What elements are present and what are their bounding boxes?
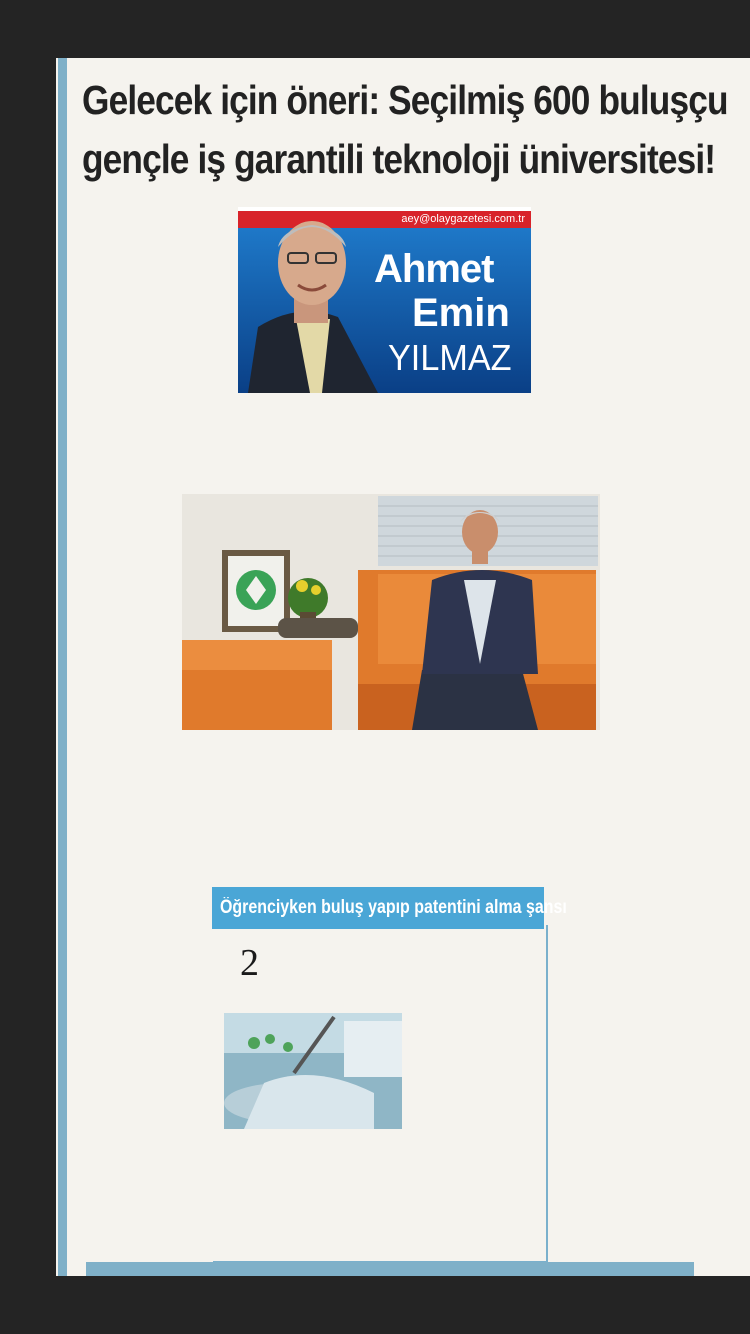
columnist-photo [238, 207, 388, 393]
status-bar [0, 0, 750, 58]
columnist-email: aey@olaygazetesi.com.tr [401, 213, 525, 225]
bottom-bar [0, 1276, 750, 1334]
headline-line-2: gençle iş garantili teknoloji üniversitesi! [82, 136, 716, 182]
headline-line-1: Gelecek için öneri: Seçilmiş 600 buluşçu [82, 77, 728, 123]
columnist-name-middle: Emin [412, 291, 510, 335]
sidebar-drop-cap: 2 [240, 942, 259, 984]
sidebar-title-box [212, 887, 567, 929]
column-header [238, 207, 531, 393]
sidebar-title: Öğrenciyken buluş yapıp patentini alma şansı [220, 897, 567, 918]
columnist-name-first: Ahmet [374, 247, 494, 291]
lab-photo [224, 1013, 402, 1129]
columnist-name-last: YILMAZ [388, 337, 512, 378]
accent-rule [58, 58, 67, 1276]
bottom-strip [86, 1262, 694, 1276]
office-photo [182, 494, 600, 730]
